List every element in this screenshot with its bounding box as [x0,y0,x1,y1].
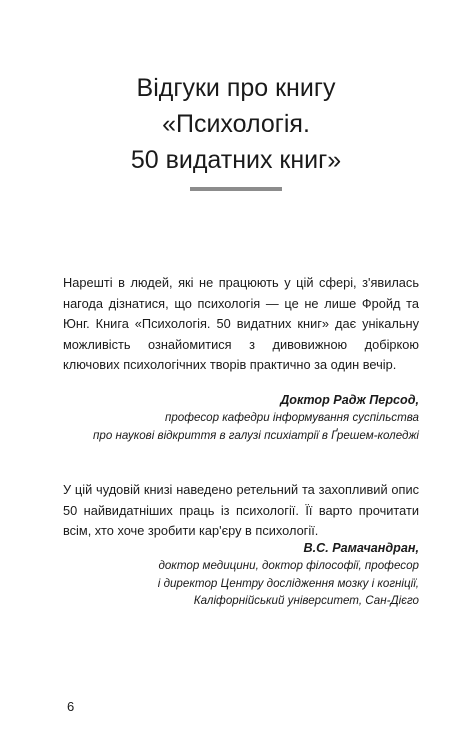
review-credential-1-1: професор кафедри інформування суспільства [164,411,419,424]
review-credential-2-2: і директор Центру дослідження мозку і когніції, [157,576,419,590]
title-line-1: Відгуки про книгу [136,74,336,102]
title-line-3: 50 видатних книг» [130,146,342,174]
title-line-2: «Психологія. [162,110,310,138]
review-credential-2-1: доктор медицини, доктор філософії, професор [158,559,419,572]
review-attribution-1 [93,391,419,444]
review-author-2: В.С. Рамачандран, [303,541,419,555]
review-text-1: Нарешті в людей, які не працюють у цій сфері, з'явилась нагода дізнатися, що психологія — це не лише Фройд та Юнг. Книга «Психологія. 50 видатних книг» дає унікальну можливість ознайомитися з дивовижною добіркою ключових психологічних творів практично за один вечір. [63,275,419,372]
review-text-2: У цій чудовій книзі наведено ретельний та захопливий опис 50 найвидатніших праць із психології. Її варто прочитати всім, хто хоче зробити кар'єру в психології. [63,482,419,538]
review-author-1: Доктор Радж Персод, [280,393,419,407]
review-attribution-2 [158,539,419,610]
title-divider [190,187,282,191]
page-number: 6 [67,699,75,714]
page-title [0,70,472,178]
review-credential-1-2: про наукові відкриття в галузі психіатрії в Ґрешем-коледжі [93,428,419,442]
review-credential-2-3: Каліфорнійський університет, Сан-Дієго [193,594,419,608]
